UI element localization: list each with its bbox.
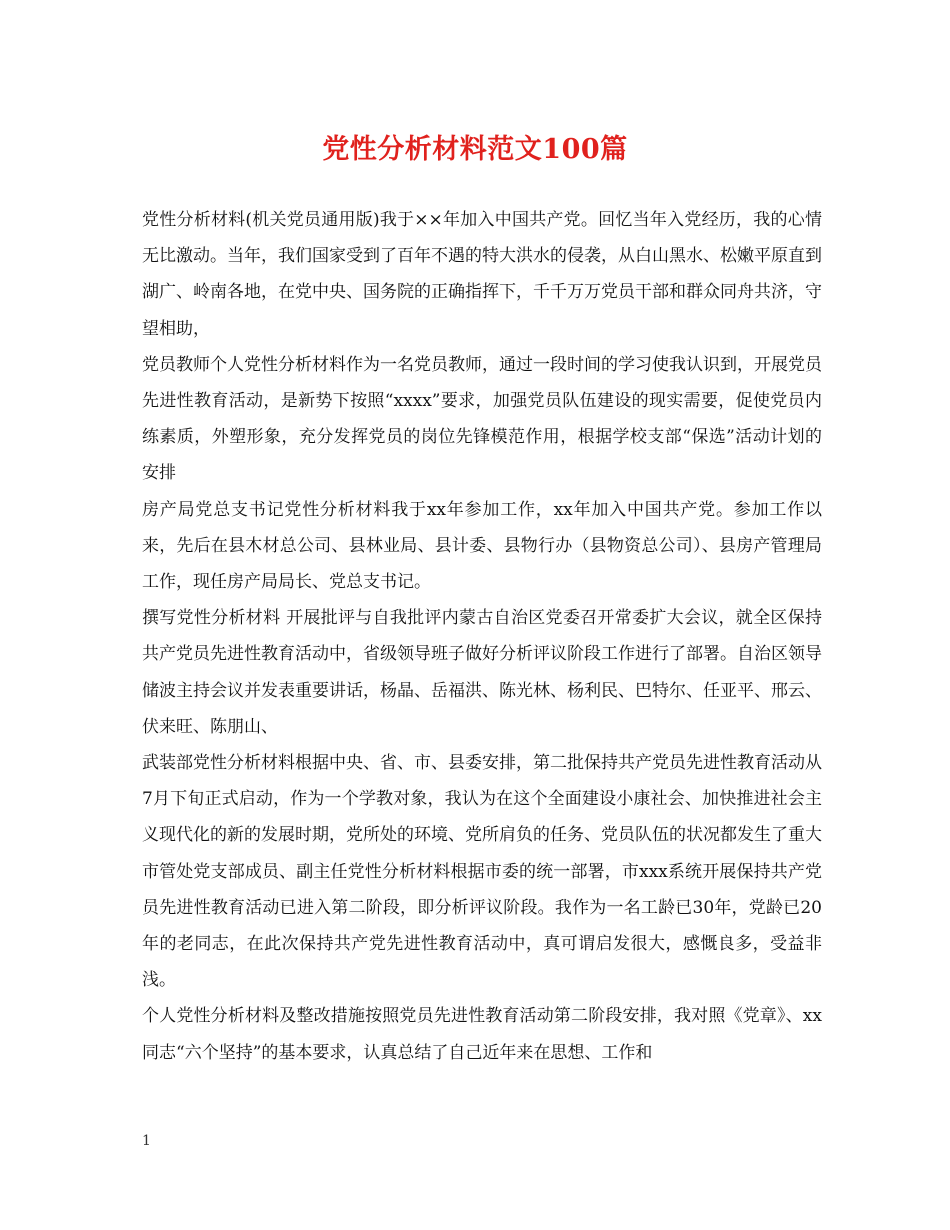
paragraph-3: 房产局党总支书记党性分析材料我于xx年参加工作，xx年加入中国共产党。参加工作以来，先后在县木材总公司、县林业局、县计委、县物行办（县物资总公司）、县房产管理局工作，现任房产局局长、党总支书记。: [142, 499, 822, 593]
document-title: 党性分析材料范文100篇: [322, 134, 628, 165]
paragraph-6: 市管处党支部成员、副主任党性分析材料根据市委的统一部署，市xxx系统开展保持共产党员先进性教育活动已进入第二阶段，即分析评议阶段。我作为一名工龄已30年，党龄已20年的老同志，在此次保持共产党先进性教育活动中，真可谓启发很大，感慨良多，受益非浅。: [142, 861, 822, 991]
document-body: [142, 202, 822, 1071]
paragraph-5: 武装部党性分析材料根据中央、省、市、县委安排，第二批保持共产党员先进性教育活动从7月下旬正式启动，作为一个学教对象，我认为在这个全面建设小康社会、加快推进社会主义现代化的新的发展时期，党所处的环境、党所肩负的任务、党员队伍的状况都发生了重大: [142, 753, 822, 846]
paragraph-1: 党性分析材料(机关党员通用版)我于××年加入中国共产党。回忆当年入党经历，我的心情无比激动。当年，我们国家受到了百年不遇的特大洪水的侵袭，从白山黑水、松嫩平原直到湖广、岭南各地，在党中央、国务院的正确指挥下，千千万万党员干部和群众同舟共济，守望相助，: [142, 210, 822, 339]
page-number: 1: [142, 1133, 151, 1149]
paragraph-2: 党员教师个人党性分析材料作为一名党员教师，通过一段时间的学习使我认识到，开展党员先进性教育活动，是新势下按照“xxxx”要求，加强党员队伍建设的现实需要，促使党员内练素质，外塑形象，充分发挥党员的岗位先锋模范作用，根据学校支部“保选”活动计划的安排: [142, 354, 822, 484]
paragraph-4: 撰写党性分析材料 开展批评与自我批评内蒙古自治区党委召开常委扩大会议，就全区保持共产党员先进性教育活动中，省级领导班子做好分析评议阶段工作进行了部署。自治区领导储波主持会议并发表重要讲话，杨晶、岳福洪、陈光林、杨利民、巴特尔、任亚平、邢云、伏来旺、陈朋山、: [142, 608, 822, 737]
paragraph-7: 个人党性分析材料及整改措施按照党员先进性教育活动第二阶段安排，我对照《党章》、xx同志“六个坚持”的基本要求，认真总结了自己近年来在思想、工作和: [142, 1006, 822, 1063]
